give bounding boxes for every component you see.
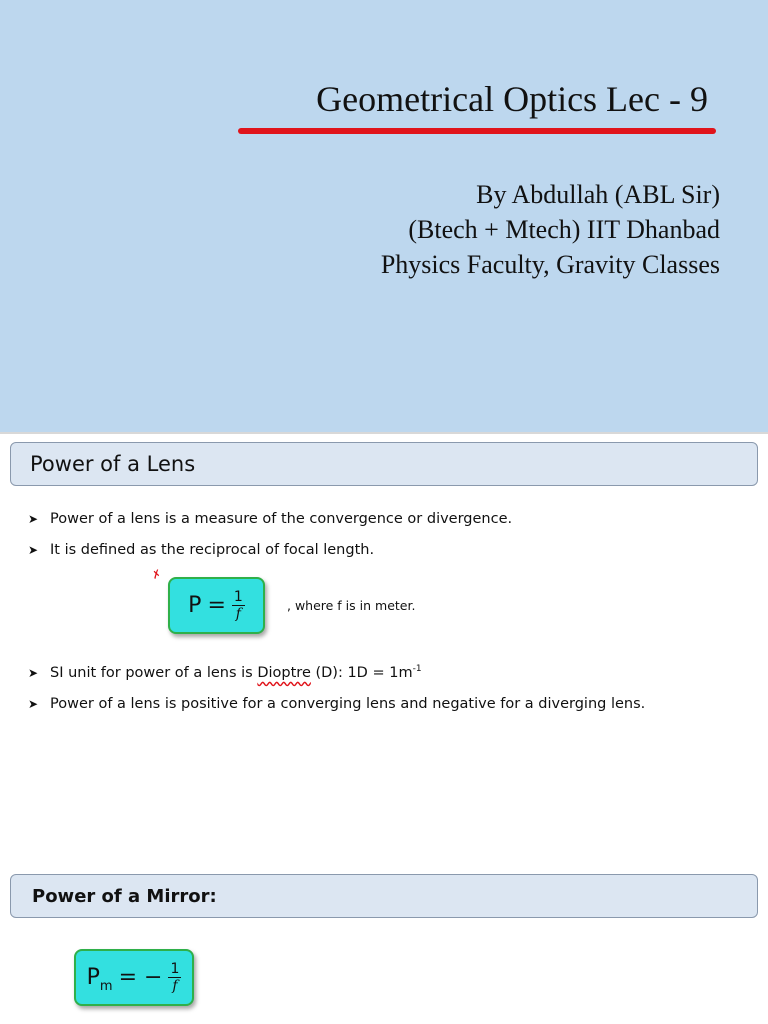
slide-divider xyxy=(0,432,768,434)
si-unit-prefix: SI unit for power of a lens is xyxy=(50,664,258,681)
bullet-item xyxy=(28,664,422,681)
fraction-numerator: 1 xyxy=(233,589,243,605)
formula-lhs: $P_m$ xyxy=(86,965,113,994)
formula-fraction xyxy=(232,589,245,622)
bullet-text: Power of a lens is positive for a converging lens and negative for a diverging lens. xyxy=(50,696,646,712)
mirror-section-title: Power of a Mirror: xyxy=(32,886,217,907)
lens-section-title: Power of a Lens xyxy=(30,452,196,476)
bullet-text: It is defined as the reciprocal of focal length. xyxy=(50,542,375,558)
lecture-title: Geometrical Optics Lec - 9 xyxy=(316,79,708,119)
lens-section-header xyxy=(10,442,758,486)
author-line-2: (Btech + Mtech) IIT Dhanbad xyxy=(408,215,720,244)
formula-note: , where f is in meter. xyxy=(287,598,416,613)
title-underline xyxy=(238,128,716,134)
mirror-power-formula xyxy=(74,949,194,1006)
bullet-item xyxy=(28,511,512,527)
formula-equals: = − xyxy=(118,965,163,990)
author-line-1: By Abdullah (ABL Sir) xyxy=(476,180,720,209)
fraction-numerator: 1 xyxy=(170,961,180,977)
bullet-text: Power of a lens is a measure of the convergence or divergence. xyxy=(50,511,513,527)
dioptre-term: Dioptre xyxy=(257,664,311,681)
si-unit-exponent: -1 xyxy=(412,664,422,674)
bullet-item xyxy=(28,696,645,712)
mirror-section-header xyxy=(10,874,758,918)
title-slide xyxy=(0,0,768,432)
bullet-arrow-icon: ➤ xyxy=(28,543,39,557)
bullet-arrow-icon: ➤ xyxy=(28,665,39,680)
si-unit-suffix: (D): 1D = 1m xyxy=(310,664,413,681)
fraction-denominator: f xyxy=(235,606,241,622)
formula-subscript: m xyxy=(99,979,113,994)
bullet-item xyxy=(28,542,374,558)
formula-lhs: P xyxy=(188,593,202,618)
lens-power-formula xyxy=(168,577,265,634)
author-line-3: Physics Faculty, Gravity Classes xyxy=(380,250,720,279)
bullet-arrow-icon: ➤ xyxy=(28,512,39,526)
bullet-arrow-icon: ➤ xyxy=(28,697,39,711)
pen-mark-icon: ✗ xyxy=(150,566,164,583)
formula-fraction xyxy=(168,961,181,994)
formula-equals: = xyxy=(207,593,226,618)
fraction-denominator: f xyxy=(172,978,178,994)
